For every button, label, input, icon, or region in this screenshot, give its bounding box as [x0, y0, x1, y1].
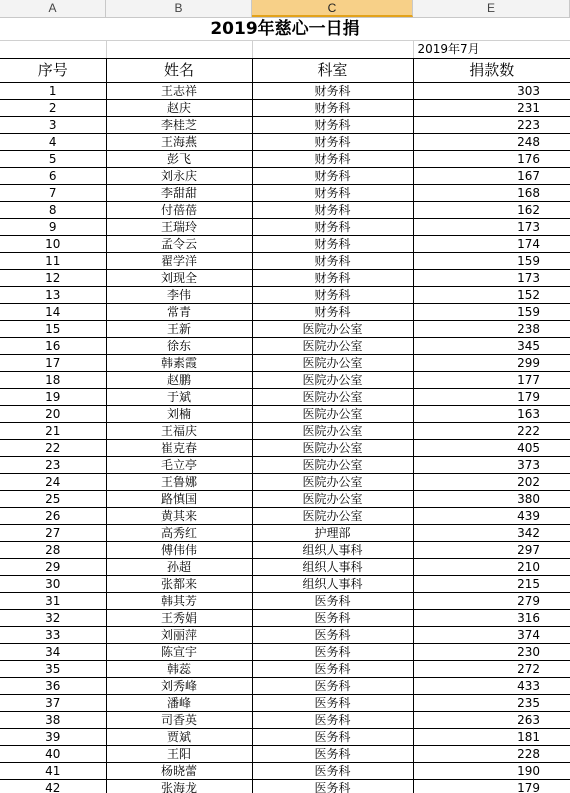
- name-cell[interactable]: 彭飞: [106, 151, 252, 168]
- row-number-cell[interactable]: 10: [0, 236, 106, 253]
- row-number-cell[interactable]: 30: [0, 576, 106, 593]
- department-cell[interactable]: 财务科: [252, 185, 413, 202]
- table-row: [0, 559, 570, 576]
- name-cell[interactable]: 路慎国: [106, 491, 252, 508]
- name-cell[interactable]: 王志祥: [106, 83, 252, 100]
- name-cell[interactable]: 赵庆: [106, 100, 252, 117]
- title-row: [0, 18, 570, 41]
- table-row: [0, 236, 570, 253]
- row-number-cell[interactable]: 16: [0, 338, 106, 355]
- row-number-cell[interactable]: 2: [0, 100, 106, 117]
- department-cell[interactable]: 医院办公室: [252, 389, 413, 406]
- table-row: [0, 610, 570, 627]
- amount-cell[interactable]: 235: [413, 695, 570, 712]
- name-cell[interactable]: 赵鹏: [106, 372, 252, 389]
- department-cell[interactable]: 医院办公室: [252, 406, 413, 423]
- row-number-cell[interactable]: 1: [0, 83, 106, 100]
- amount-cell[interactable]: 167: [413, 168, 570, 185]
- name-cell[interactable]: 贾斌: [106, 729, 252, 746]
- department-cell[interactable]: 医务科: [252, 627, 413, 644]
- table-row: [0, 168, 570, 185]
- table-row: [0, 355, 570, 372]
- name-cell[interactable]: 徐东: [106, 338, 252, 355]
- amount-cell[interactable]: 159: [413, 304, 570, 321]
- amount-cell[interactable]: 433: [413, 678, 570, 695]
- department-cell[interactable]: 财务科: [252, 287, 413, 304]
- amount-cell[interactable]: 223: [413, 117, 570, 134]
- table-row: [0, 151, 570, 168]
- amount-cell[interactable]: 179: [413, 780, 570, 793]
- amount-cell[interactable]: 190: [413, 763, 570, 780]
- table-row: [0, 321, 570, 338]
- name-cell[interactable]: 杨晓蕾: [106, 763, 252, 780]
- name-cell[interactable]: 刘丽萍: [106, 627, 252, 644]
- empty-cell[interactable]: [106, 41, 252, 59]
- name-cell[interactable]: 傅伟伟: [106, 542, 252, 559]
- table-row: [0, 542, 570, 559]
- department-cell[interactable]: 医院办公室: [252, 457, 413, 474]
- department-cell[interactable]: 医务科: [252, 729, 413, 746]
- row-number-cell[interactable]: 20: [0, 406, 106, 423]
- department-cell[interactable]: 财务科: [252, 202, 413, 219]
- department-cell[interactable]: 财务科: [252, 270, 413, 287]
- row-number-cell[interactable]: 3: [0, 117, 106, 134]
- table-row: [0, 440, 570, 457]
- department-cell[interactable]: 医院办公室: [252, 474, 413, 491]
- table-row: [0, 389, 570, 406]
- name-cell[interactable]: 孟令云: [106, 236, 252, 253]
- row-number-cell[interactable]: 18: [0, 372, 106, 389]
- row-number-cell[interactable]: 35: [0, 661, 106, 678]
- name-cell[interactable]: 刘楠: [106, 406, 252, 423]
- department-cell[interactable]: 医院办公室: [252, 372, 413, 389]
- department-cell[interactable]: 医院办公室: [252, 338, 413, 355]
- table-row: [0, 491, 570, 508]
- row-number-cell[interactable]: 34: [0, 644, 106, 661]
- table-row: [0, 287, 570, 304]
- department-cell[interactable]: 财务科: [252, 168, 413, 185]
- column-header-bar: [0, 0, 570, 18]
- row-number-cell[interactable]: 15: [0, 321, 106, 338]
- name-cell[interactable]: 刘秀峰: [106, 678, 252, 695]
- row-number-cell[interactable]: 22: [0, 440, 106, 457]
- amount-cell[interactable]: 299: [413, 355, 570, 372]
- department-cell[interactable]: 医务科: [252, 746, 413, 763]
- amount-cell[interactable]: 263: [413, 712, 570, 729]
- donation-table: [0, 18, 570, 793]
- sheet-title[interactable]: 2019年慈心一日捐: [0, 18, 570, 41]
- month-row: [0, 41, 570, 59]
- department-cell[interactable]: 医务科: [252, 644, 413, 661]
- row-number-cell[interactable]: 41: [0, 763, 106, 780]
- name-cell[interactable]: 黄其来: [106, 508, 252, 525]
- table-row: [0, 474, 570, 491]
- department-cell[interactable]: 财务科: [252, 117, 413, 134]
- amount-cell[interactable]: 168: [413, 185, 570, 202]
- table-row: [0, 576, 570, 593]
- department-cell[interactable]: 医务科: [252, 763, 413, 780]
- row-number-cell[interactable]: 17: [0, 355, 106, 372]
- month-cell[interactable]: 2019年7月: [413, 41, 570, 59]
- header-amount[interactable]: 捐款数: [413, 59, 570, 83]
- row-number-cell[interactable]: 11: [0, 253, 106, 270]
- row-number-cell[interactable]: 39: [0, 729, 106, 746]
- department-cell[interactable]: 医务科: [252, 712, 413, 729]
- table-row: [0, 746, 570, 763]
- name-cell[interactable]: 刘永庆: [106, 168, 252, 185]
- row-number-cell[interactable]: 13: [0, 287, 106, 304]
- name-cell[interactable]: 张海龙: [106, 780, 252, 793]
- row-number-cell[interactable]: 9: [0, 219, 106, 236]
- amount-cell[interactable]: 230: [413, 644, 570, 661]
- table-row: [0, 253, 570, 270]
- table-row: [0, 508, 570, 525]
- amount-cell[interactable]: 303: [413, 83, 570, 100]
- row-number-cell[interactable]: 40: [0, 746, 106, 763]
- table-row: [0, 627, 570, 644]
- department-cell[interactable]: 组织人事科: [252, 542, 413, 559]
- amount-cell[interactable]: 176: [413, 151, 570, 168]
- table-row: [0, 593, 570, 610]
- row-number-cell[interactable]: 5: [0, 151, 106, 168]
- department-cell[interactable]: 医务科: [252, 780, 413, 793]
- header-row: [0, 59, 570, 83]
- name-cell[interactable]: 李桂芝: [106, 117, 252, 134]
- name-cell[interactable]: 于斌: [106, 389, 252, 406]
- amount-cell[interactable]: 215: [413, 576, 570, 593]
- name-cell[interactable]: 孙超: [106, 559, 252, 576]
- department-cell[interactable]: 医院办公室: [252, 440, 413, 457]
- department-cell[interactable]: 医务科: [252, 661, 413, 678]
- table-row: [0, 644, 570, 661]
- header-name[interactable]: 姓名: [106, 59, 252, 83]
- table-row: [0, 219, 570, 236]
- header-dept[interactable]: 科室: [252, 59, 413, 83]
- table-row: [0, 117, 570, 134]
- amount-cell[interactable]: 405: [413, 440, 570, 457]
- table-row: [0, 83, 570, 100]
- table-row: [0, 304, 570, 321]
- name-cell[interactable]: 王瑞玲: [106, 219, 252, 236]
- row-number-cell[interactable]: 32: [0, 610, 106, 627]
- amount-cell[interactable]: 248: [413, 134, 570, 151]
- amount-cell[interactable]: 228: [413, 746, 570, 763]
- row-number-cell[interactable]: 7: [0, 185, 106, 202]
- column-header-a[interactable]: A: [0, 0, 106, 17]
- name-cell[interactable]: 王福庆: [106, 423, 252, 440]
- row-number-cell[interactable]: 28: [0, 542, 106, 559]
- department-cell[interactable]: 财务科: [252, 236, 413, 253]
- department-cell[interactable]: 医院办公室: [252, 423, 413, 440]
- amount-cell[interactable]: 373: [413, 457, 570, 474]
- name-cell[interactable]: 韩蕊: [106, 661, 252, 678]
- table-row: [0, 780, 570, 793]
- department-cell[interactable]: 组织人事科: [252, 576, 413, 593]
- department-cell[interactable]: 财务科: [252, 151, 413, 168]
- amount-cell[interactable]: 181: [413, 729, 570, 746]
- amount-cell[interactable]: 152: [413, 287, 570, 304]
- table-row: [0, 695, 570, 712]
- department-cell[interactable]: 财务科: [252, 304, 413, 321]
- table-row: [0, 729, 570, 746]
- amount-cell[interactable]: 173: [413, 270, 570, 287]
- amount-cell[interactable]: 222: [413, 423, 570, 440]
- amount-cell[interactable]: 439: [413, 508, 570, 525]
- column-header-e[interactable]: E: [413, 0, 570, 17]
- name-cell[interactable]: 毛立亭: [106, 457, 252, 474]
- department-cell[interactable]: 医院办公室: [252, 491, 413, 508]
- name-cell[interactable]: 王阳: [106, 746, 252, 763]
- name-cell[interactable]: 张都来: [106, 576, 252, 593]
- amount-cell[interactable]: 316: [413, 610, 570, 627]
- empty-cell[interactable]: [0, 41, 106, 59]
- department-cell[interactable]: 医务科: [252, 610, 413, 627]
- amount-cell[interactable]: 279: [413, 593, 570, 610]
- amount-cell[interactable]: 297: [413, 542, 570, 559]
- name-cell[interactable]: 常青: [106, 304, 252, 321]
- row-number-cell[interactable]: 23: [0, 457, 106, 474]
- table-row: [0, 270, 570, 287]
- name-cell[interactable]: 王新: [106, 321, 252, 338]
- name-cell[interactable]: 司香英: [106, 712, 252, 729]
- department-cell[interactable]: 护理部: [252, 525, 413, 542]
- amount-cell[interactable]: 342: [413, 525, 570, 542]
- amount-cell[interactable]: 173: [413, 219, 570, 236]
- department-cell[interactable]: 医务科: [252, 695, 413, 712]
- table-row: [0, 134, 570, 151]
- table-row: [0, 712, 570, 729]
- row-number-cell[interactable]: 24: [0, 474, 106, 491]
- row-number-cell[interactable]: 29: [0, 559, 106, 576]
- amount-cell[interactable]: 177: [413, 372, 570, 389]
- name-cell[interactable]: 王鲁娜: [106, 474, 252, 491]
- table-row: [0, 372, 570, 389]
- department-cell[interactable]: 医院办公室: [252, 355, 413, 372]
- row-number-cell[interactable]: 6: [0, 168, 106, 185]
- department-cell[interactable]: 医院办公室: [252, 508, 413, 525]
- name-cell[interactable]: 刘现全: [106, 270, 252, 287]
- row-number-cell[interactable]: 31: [0, 593, 106, 610]
- name-cell[interactable]: 王海燕: [106, 134, 252, 151]
- name-cell[interactable]: 王秀娟: [106, 610, 252, 627]
- row-number-cell[interactable]: 19: [0, 389, 106, 406]
- amount-cell[interactable]: 163: [413, 406, 570, 423]
- department-cell[interactable]: 财务科: [252, 100, 413, 117]
- table-row: [0, 185, 570, 202]
- row-number-cell[interactable]: 26: [0, 508, 106, 525]
- row-number-cell[interactable]: 42: [0, 780, 106, 793]
- amount-cell[interactable]: 231: [413, 100, 570, 117]
- row-number-cell[interactable]: 33: [0, 627, 106, 644]
- row-number-cell[interactable]: 27: [0, 525, 106, 542]
- amount-cell[interactable]: 374: [413, 627, 570, 644]
- table-row: [0, 100, 570, 117]
- department-cell[interactable]: 医务科: [252, 678, 413, 695]
- row-number-cell[interactable]: 12: [0, 270, 106, 287]
- name-cell[interactable]: 崔克春: [106, 440, 252, 457]
- amount-cell[interactable]: 210: [413, 559, 570, 576]
- name-cell[interactable]: 李甜甜: [106, 185, 252, 202]
- department-cell[interactable]: 财务科: [252, 83, 413, 100]
- name-cell[interactable]: 李伟: [106, 287, 252, 304]
- column-header-b[interactable]: B: [106, 0, 252, 17]
- amount-cell[interactable]: 272: [413, 661, 570, 678]
- table-row: [0, 525, 570, 542]
- department-cell[interactable]: 医务科: [252, 593, 413, 610]
- row-number-cell[interactable]: 25: [0, 491, 106, 508]
- table-row: [0, 202, 570, 219]
- department-cell[interactable]: 财务科: [252, 219, 413, 236]
- name-cell[interactable]: 翟学洋: [106, 253, 252, 270]
- column-header-c[interactable]: C: [252, 0, 413, 17]
- amount-cell[interactable]: 162: [413, 202, 570, 219]
- department-cell[interactable]: 财务科: [252, 253, 413, 270]
- table-row: [0, 661, 570, 678]
- department-cell[interactable]: 财务科: [252, 134, 413, 151]
- row-number-cell[interactable]: 21: [0, 423, 106, 440]
- row-number-cell[interactable]: 14: [0, 304, 106, 321]
- table-row: [0, 763, 570, 780]
- table-row: [0, 406, 570, 423]
- table-row: [0, 457, 570, 474]
- name-cell[interactable]: 高秀红: [106, 525, 252, 542]
- row-number-cell[interactable]: 8: [0, 202, 106, 219]
- amount-cell[interactable]: 159: [413, 253, 570, 270]
- header-no[interactable]: 序号: [0, 59, 106, 83]
- table-row: [0, 678, 570, 695]
- row-number-cell[interactable]: 37: [0, 695, 106, 712]
- row-number-cell[interactable]: 4: [0, 134, 106, 151]
- name-cell[interactable]: 付蓓蓓: [106, 202, 252, 219]
- amount-cell[interactable]: 174: [413, 236, 570, 253]
- row-number-cell[interactable]: 38: [0, 712, 106, 729]
- empty-cell[interactable]: [252, 41, 413, 59]
- amount-cell[interactable]: 380: [413, 491, 570, 508]
- table-row: [0, 423, 570, 440]
- amount-cell[interactable]: 345: [413, 338, 570, 355]
- name-cell[interactable]: 陈宣宇: [106, 644, 252, 661]
- row-number-cell[interactable]: 36: [0, 678, 106, 695]
- amount-cell[interactable]: 179: [413, 389, 570, 406]
- name-cell[interactable]: 韩素霞: [106, 355, 252, 372]
- name-cell[interactable]: 潘峰: [106, 695, 252, 712]
- table-row: [0, 338, 570, 355]
- amount-cell[interactable]: 202: [413, 474, 570, 491]
- department-cell[interactable]: 医院办公室: [252, 321, 413, 338]
- department-cell[interactable]: 组织人事科: [252, 559, 413, 576]
- amount-cell[interactable]: 238: [413, 321, 570, 338]
- name-cell[interactable]: 韩其芳: [106, 593, 252, 610]
